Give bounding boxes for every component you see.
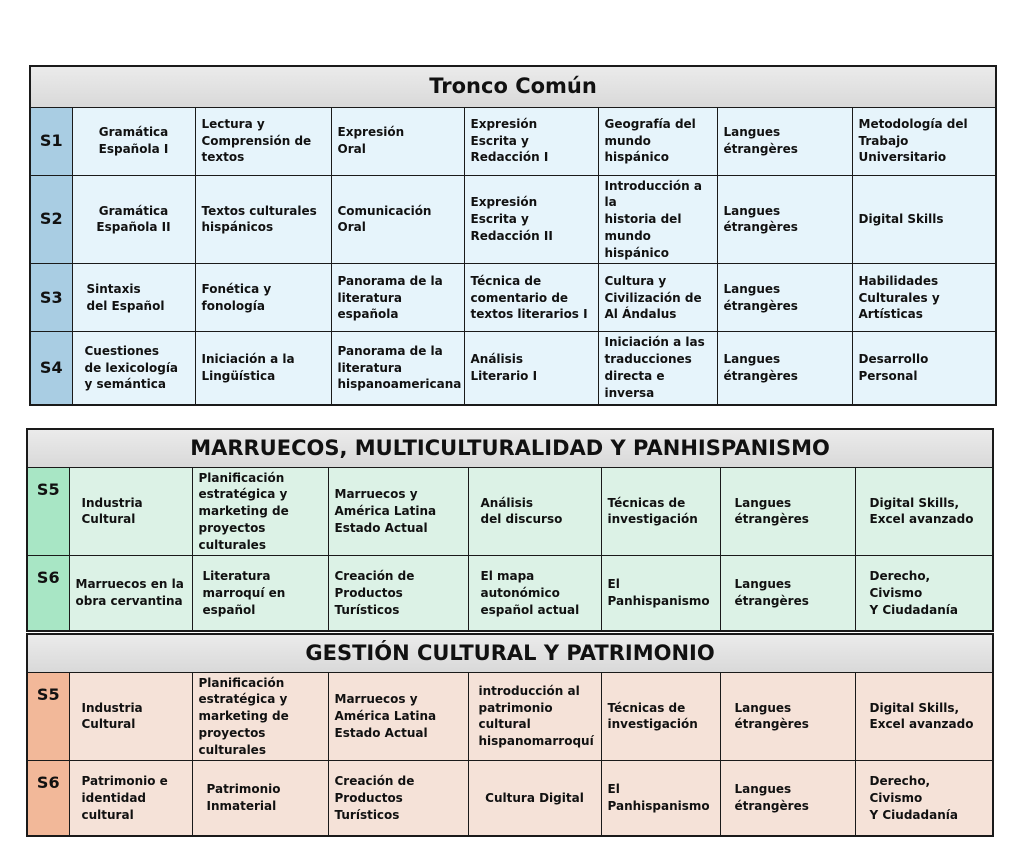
semester-label: S5 bbox=[27, 672, 69, 761]
semester-label: S2 bbox=[30, 175, 72, 264]
course-cell: Langues étrangères bbox=[720, 761, 855, 836]
course-cell: Planificación estratégica y marketing de proyectos culturales bbox=[192, 672, 328, 761]
course-cell: Desarrollo Personal bbox=[852, 332, 996, 405]
course-cell: Digital Skills bbox=[852, 175, 996, 264]
course-cell: Cultura y Civilización de Al Ándalus bbox=[598, 264, 717, 332]
course-cell: Marruecos y América Latina Estado Actual bbox=[328, 467, 468, 556]
course-cell: Digital Skills, Excel avanzado bbox=[855, 672, 993, 761]
course-cell: Iniciación a las traducciones directa e inversa bbox=[598, 332, 717, 405]
semester-row-s3 bbox=[30, 264, 996, 332]
course-cell: Derecho, Civismo Y Ciudadanía bbox=[855, 556, 993, 631]
course-cell: Gramática Española I bbox=[72, 107, 195, 175]
course-cell: Técnica de comentario de textos literarios I bbox=[464, 264, 598, 332]
course-cell: Creación de Productos Turísticos bbox=[328, 556, 468, 631]
course-cell: Sintaxis del Español bbox=[72, 264, 195, 332]
course-cell: Langues étrangères bbox=[720, 467, 855, 556]
course-cell: Langues étrangères bbox=[717, 175, 852, 264]
course-cell: Expresión Oral bbox=[331, 107, 464, 175]
gestion-title: GESTIÓN CULTURAL Y PATRIMONIO bbox=[27, 634, 993, 672]
course-cell: Análisis del discurso bbox=[468, 467, 601, 556]
course-cell: Langues étrangères bbox=[717, 332, 852, 405]
tronco-comun-table bbox=[29, 65, 997, 406]
course-cell: Planificación estratégica y marketing de proyectos culturales bbox=[192, 467, 328, 556]
course-cell: Langues étrangères bbox=[720, 556, 855, 631]
course-cell: Patrimonio e identidad cultural bbox=[69, 761, 192, 836]
course-cell: introducción al patrimonio cultural hispanomarroquí bbox=[468, 672, 601, 761]
course-cell: Fonética y fonología bbox=[195, 264, 331, 332]
course-cell: Panorama de la literatura española bbox=[331, 264, 464, 332]
semester-row-s2 bbox=[30, 175, 996, 264]
course-cell: Habilidades Culturales y Artísticas bbox=[852, 264, 996, 332]
course-cell: El Panhispanismo bbox=[601, 761, 720, 836]
course-cell: Análisis Literario I bbox=[464, 332, 598, 405]
semester-label: S6 bbox=[27, 556, 69, 631]
semester-label: S1 bbox=[30, 107, 72, 175]
gestion-table bbox=[26, 633, 994, 837]
course-cell: Langues étrangères bbox=[720, 672, 855, 761]
course-cell: Marruecos y América Latina Estado Actual bbox=[328, 672, 468, 761]
course-cell: Derecho, Civismo Y Ciudadanía bbox=[855, 761, 993, 836]
course-cell: El mapa autonómico español actual bbox=[468, 556, 601, 631]
course-cell: Digital Skills, Excel avanzado bbox=[855, 467, 993, 556]
semester-label: S5 bbox=[27, 467, 69, 556]
course-cell: Comunicación Oral bbox=[331, 175, 464, 264]
semester-row-s5 bbox=[27, 467, 993, 556]
course-cell: Patrimonio Inmaterial bbox=[192, 761, 328, 836]
course-cell: Panorama de la literatura hispanoamericana bbox=[331, 332, 464, 405]
course-cell: Marruecos en la obra cervantina bbox=[69, 556, 192, 631]
course-cell: Cuestiones de lexicología y semántica bbox=[72, 332, 195, 405]
semester-label: S6 bbox=[27, 761, 69, 836]
course-cell: Literatura marroquí en español bbox=[192, 556, 328, 631]
semester-row-s5 bbox=[27, 672, 993, 761]
course-cell: Industria Cultural bbox=[69, 467, 192, 556]
semester-row-s6 bbox=[27, 556, 993, 631]
course-cell: Lectura y Comprensión de textos bbox=[195, 107, 331, 175]
semester-label: S3 bbox=[30, 264, 72, 332]
tronco-comun-title: Tronco Común bbox=[30, 66, 996, 107]
semester-label: S4 bbox=[30, 332, 72, 405]
course-cell: El Panhispanismo bbox=[601, 556, 720, 631]
course-cell: Geografía del mundo hispánico bbox=[598, 107, 717, 175]
course-cell: Langues étrangères bbox=[717, 107, 852, 175]
course-cell: Textos culturales hispánicos bbox=[195, 175, 331, 264]
course-cell: Creación de Productos Turísticos bbox=[328, 761, 468, 836]
marruecos-title: MARRUECOS, MULTICULTURALIDAD Y PANHISPANISMO bbox=[27, 429, 993, 467]
course-cell: Gramática Española II bbox=[72, 175, 195, 264]
course-cell: Técnicas de investigación bbox=[601, 672, 720, 761]
course-cell: Iniciación a la Lingüística bbox=[195, 332, 331, 405]
course-cell: Industria Cultural bbox=[69, 672, 192, 761]
course-cell: Técnicas de investigación bbox=[601, 467, 720, 556]
course-cell: Metodología del Trabajo Universitario bbox=[852, 107, 996, 175]
marruecos-table bbox=[26, 428, 994, 632]
course-cell: Expresión Escrita y Redacción I bbox=[464, 107, 598, 175]
semester-row-s1 bbox=[30, 107, 996, 175]
course-cell: Expresión Escrita y Redacción II bbox=[464, 175, 598, 264]
course-cell: Cultura Digital bbox=[468, 761, 601, 836]
course-cell: Langues étrangères bbox=[717, 264, 852, 332]
semester-row-s6 bbox=[27, 761, 993, 836]
course-cell: Introducción a la historia del mundo hispánico bbox=[598, 175, 717, 264]
semester-row-s4 bbox=[30, 332, 996, 405]
